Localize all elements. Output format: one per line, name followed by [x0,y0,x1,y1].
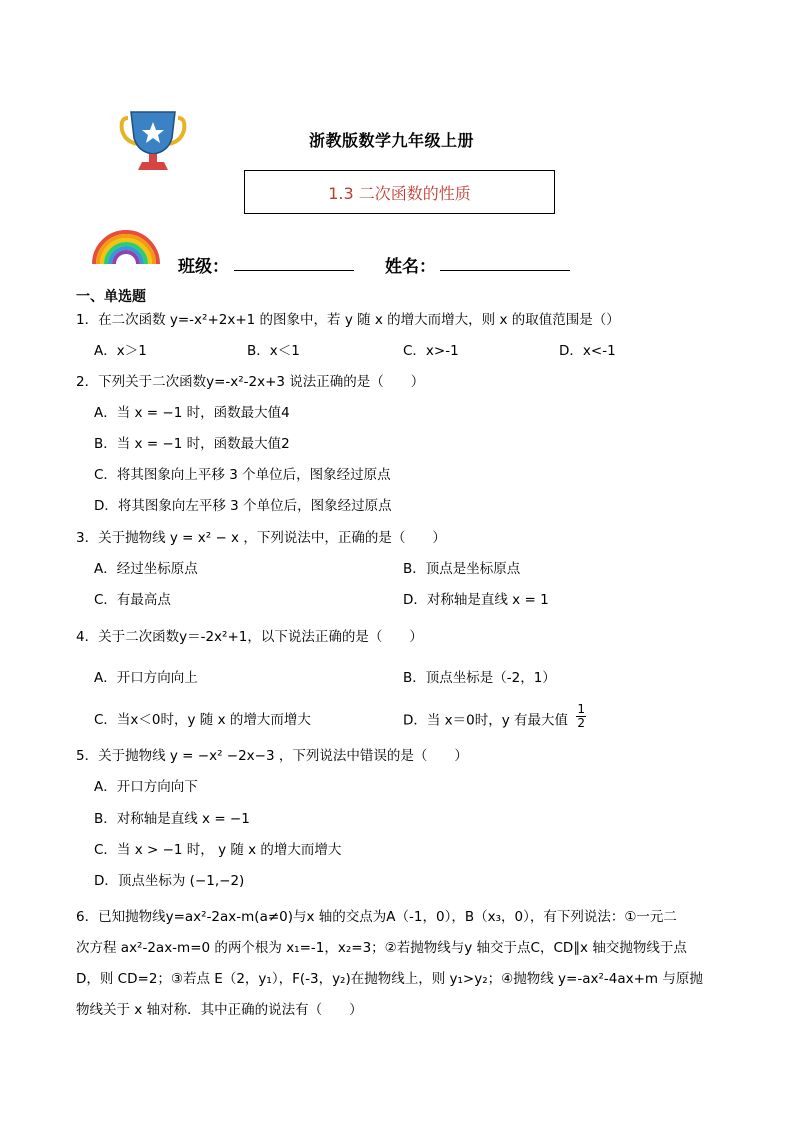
q6-line-1: 6．已知抛物线y=ax²-2ax-m(a≠0)与x 轴的交点为A（-1，0），B（x₃，0），有下列说法：①一元二 [76,909,677,925]
q6-line-2: 次方程 ax²-2ax-m=0 的两个根为 x₁=-1，x₂=3；②若抛物线与y 轴交于点C，CD∥x 轴交抛物线于点 [76,940,687,956]
q4-option-a: A．开口方向向上 [94,670,198,686]
q3-option-c: C．有最高点 [94,592,171,608]
q6-line-4: 物线关于 x 轴对称．其中正确的说法有（ ） [76,1002,363,1018]
q5-option-a: A．开口方向向下 [94,779,198,795]
q2-option-d: D．将其图象向左平移 3 个单位后，图象经过原点 [94,498,392,514]
q4-option-d [403,702,586,730]
q1-option-b: B．x＜1 [247,343,300,359]
rainbow-icon [90,228,162,266]
q1-option-c: C．x>-1 [403,343,459,359]
question-5: 5．关于抛物线 y = −x² −2x−3 ，下列说法中错误的是（ ） [76,748,468,764]
q3-option-d: D．对称轴是直线 x = 1 [403,592,549,608]
q2-option-c: C．将其图象向上平移 3 个单位后，图象经过原点 [94,467,391,483]
question-3: 3．关于抛物线 y = x² − x ，下列说法中，正确的是（ ） [76,530,446,546]
class-field[interactable] [234,270,354,271]
trophy-icon [118,108,188,172]
q1-option-d: D．x<-1 [559,343,616,359]
q4-option-d-text: D．当 x＝0时，y 有最大值 [403,712,569,729]
page-title: 浙教版数学九年级上册 [309,131,475,150]
subtitle: 1.3 二次函数的性质 [328,183,471,203]
name-label: 姓名： [385,257,436,277]
q6-line-3: D，则 CD=2；③若点 E（2，y₁），F(-3，y₂)在抛物线上，则 y₁>y₂；④抛物线 y=-ax²-4ax+m 与原抛 [76,971,703,987]
q4-option-c: C．当x＜0时，y 随 x 的增大而增大 [94,712,311,728]
subtitle-box [244,170,555,214]
q3-option-b: B．顶点是坐标原点 [403,561,521,577]
fraction-one-half: $\frac{1}{2}$ [577,702,585,730]
question-2: 2．下列关于二次函数y=-x²-2x+3 说法正确的是（ ） [76,374,425,390]
q5-option-c: C．当 x > −1 时， y 随 x 的增大而增大 [94,842,342,858]
q3-option-a: A．经过坐标原点 [94,561,198,577]
q1-option-a: A．x＞1 [94,343,147,359]
question-1: 1．在二次函数 y=-x²+2x+1 的图象中，若 y 随 x 的增大而增大，则 x 的取值范围是（） [76,312,620,328]
section-title: 一、单选题 [76,289,146,305]
q2-option-b: B．当 x = −1 时，函数最大值2 [94,436,290,452]
q2-option-a: A．当 x = −1 时，函数最大值4 [94,405,290,421]
q5-option-d: D．顶点坐标为 (−1,−2) [94,873,245,889]
class-label: 班级： [178,257,229,277]
q5-option-b: B．对称轴是直线 x = −1 [94,811,250,827]
question-6 [76,902,716,1026]
q4-option-b: B．顶点坐标是（-2，1） [403,670,556,686]
name-field[interactable] [440,270,570,271]
question-4: 4．关于二次函数y＝-2x²+1，以下说法正确的是（ ） [76,629,423,645]
